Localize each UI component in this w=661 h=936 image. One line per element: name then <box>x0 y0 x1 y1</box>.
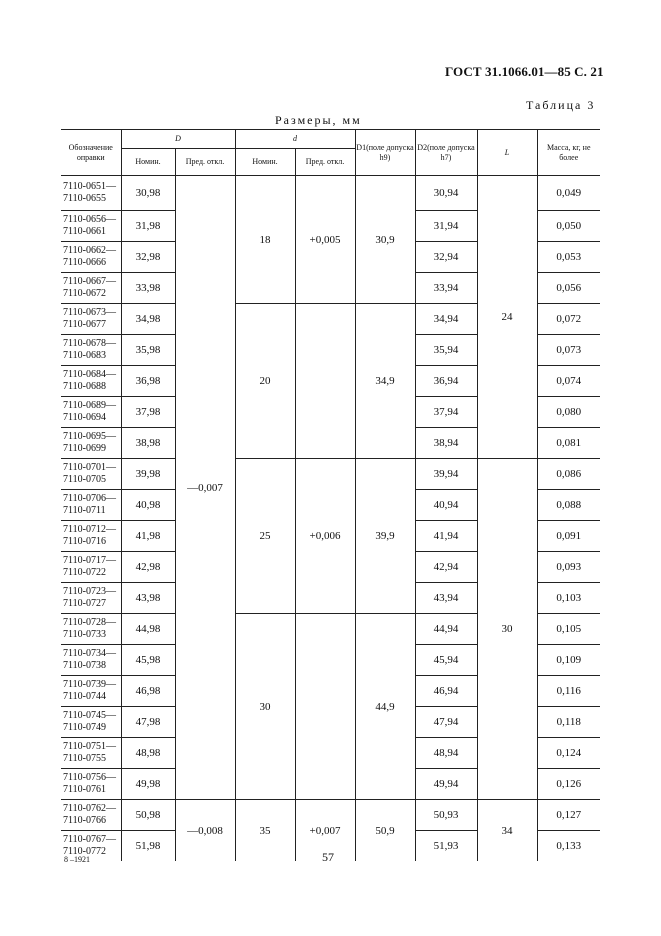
D2-cell: 45,94 <box>415 645 477 676</box>
D-nominal-cell: 41,98 <box>121 521 175 552</box>
col-d: d <box>235 130 355 149</box>
designation-line: 7110-0751— <box>63 741 116 752</box>
designation-line: 7110-0666 <box>63 257 106 268</box>
mass-cell: 0,133 <box>556 840 582 852</box>
designation-line: 7110-0711 <box>63 505 106 516</box>
D2-cell: 46,94 <box>415 676 477 707</box>
designation-line: 7110-0673— <box>63 307 116 318</box>
designation-cell <box>61 521 121 552</box>
d-deviation-cell: +0,006 <box>295 459 355 614</box>
col-d-nom: Номин. <box>235 149 295 176</box>
D-nominal-cell: 31,98 <box>121 211 175 242</box>
designation-cell <box>61 176 121 211</box>
D-nominal-cell: 32,98 <box>121 242 175 273</box>
D-deviation-cell: —0,008 <box>175 800 235 862</box>
mass-cell: 0,126 <box>537 769 600 800</box>
mass-cell: 0,081 <box>537 428 600 459</box>
d-nominal-cell: 20 <box>235 304 295 459</box>
col-D: D <box>121 130 235 149</box>
designation-line: 7110-0716 <box>63 536 106 547</box>
designation-line: 7110-0695— <box>63 431 116 442</box>
D2-cell: 33,94 <box>415 273 477 304</box>
designation-line: 7110-0712— <box>63 524 116 535</box>
designation-line: 7110-0655 <box>63 193 106 204</box>
designation-cell <box>61 428 121 459</box>
D-nominal-cell: 36,98 <box>121 366 175 397</box>
designation-line: 7110-0766 <box>63 815 106 826</box>
designation-cell <box>61 242 121 273</box>
designation-line: 7110-0706— <box>63 493 116 504</box>
D2-cell: 36,94 <box>415 366 477 397</box>
designation-line: 7110-0728— <box>63 617 116 628</box>
designation-line: 7110-0767— <box>63 834 116 845</box>
D1-cell: 39,9 <box>355 459 415 614</box>
designation-line: 7110-0699 <box>63 443 106 454</box>
designation-line: 7110-0734— <box>63 648 116 659</box>
designation-line: 7110-0694 <box>63 412 106 423</box>
D-nominal-cell: 33,98 <box>121 273 175 304</box>
designation-line: 7110-0661 <box>63 226 106 237</box>
D-nominal-cell: 48,98 <box>121 738 175 769</box>
col-mass: Масса, кг, не более <box>537 130 600 176</box>
D-nominal-cell: 45,98 <box>121 645 175 676</box>
D2-cell: 44,94 <box>415 614 477 645</box>
L-cell: 30 <box>477 459 537 800</box>
designation-line: 7110-0689— <box>63 400 116 411</box>
d-nominal-cell: 18 <box>235 176 295 304</box>
col-D2: D2(поле допуска h7) <box>415 130 477 176</box>
designation-line: 7110-0722 <box>63 567 106 578</box>
mass-cell: 0,127 <box>537 800 600 831</box>
designation-cell <box>61 490 121 521</box>
designation-line: 7110-0651— <box>63 181 116 192</box>
D2-cell: 37,94 <box>415 397 477 428</box>
D-nominal-cell: 38,98 <box>121 428 175 459</box>
designation-line: 7110-0772 <box>63 846 106 857</box>
col-designation: Обозначение оправки <box>61 130 121 176</box>
D2-cell: 34,94 <box>415 304 477 335</box>
table-row <box>61 459 600 490</box>
mass-cell: 0,056 <box>537 273 600 304</box>
designation-line: 7110-0684— <box>63 369 116 380</box>
D-nominal-cell: 40,98 <box>121 490 175 521</box>
designation-line: 7110-0762— <box>63 803 116 814</box>
D2-cell: 49,94 <box>415 769 477 800</box>
designation-line: 7110-0701— <box>63 462 116 473</box>
designation-line: 7110-0667— <box>63 276 116 287</box>
D-nominal-cell: 46,98 <box>121 676 175 707</box>
mass-cell: 0,093 <box>537 552 600 583</box>
designation-line: 7110-0662— <box>63 245 116 256</box>
designation-cell <box>61 738 121 769</box>
mass-cell: 0,074 <box>537 366 600 397</box>
D2-cell: 43,94 <box>415 583 477 614</box>
designation-line: 7110-0672 <box>63 288 106 299</box>
designation-line: 7110-0705 <box>63 474 106 485</box>
designation-line: 7110-0756— <box>63 772 116 783</box>
d-nominal-cell: 35 <box>235 800 295 862</box>
d-deviation-cell <box>295 304 355 459</box>
document-code: ГОСТ 31.1066.01—85 С. 21 <box>445 64 604 79</box>
D2-cell: 47,94 <box>415 707 477 738</box>
designation-cell <box>61 211 121 242</box>
col-L: L <box>477 130 537 176</box>
designation-cell <box>61 273 121 304</box>
D1-cell: 44,9 <box>355 614 415 800</box>
mass-cell: 0,053 <box>537 242 600 273</box>
D-nominal-cell: 34,98 <box>121 304 175 335</box>
d-deviation-cell: +0,005 <box>295 176 355 304</box>
designation-line: 7110-0723— <box>63 586 116 597</box>
mass-cell: 0,049 <box>537 176 600 211</box>
D2-cell: 35,94 <box>415 335 477 366</box>
col-D1: D1(поле допуска h9) <box>355 130 415 176</box>
designation-cell <box>61 707 121 738</box>
D-nominal-cell: 44,98 <box>121 614 175 645</box>
designation-cell <box>61 800 121 831</box>
D-nominal-cell: 35,98 <box>121 335 175 366</box>
col-D-nom: Номин. <box>121 149 175 176</box>
designation-line: 7110-0678— <box>63 338 116 349</box>
designation-line: 7110-0738 <box>63 660 106 671</box>
D-deviation-cell: —0,007 <box>175 176 235 800</box>
D1-cell: 34,9 <box>355 304 415 459</box>
D2-cell: 31,94 <box>415 211 477 242</box>
page-number: 57 <box>322 850 334 864</box>
D-nominal-cell: 47,98 <box>121 707 175 738</box>
D-nominal-cell: 51,98 <box>121 831 175 862</box>
designation-cell <box>61 304 121 335</box>
mass-cell: 0,050 <box>537 211 600 242</box>
designation-cell <box>61 459 121 490</box>
designation-cell <box>61 552 121 583</box>
mass-cell: 0,103 <box>537 583 600 614</box>
mass-cell: 0,118 <box>537 707 600 738</box>
d-deviation-cell: +0,007 <box>295 800 355 862</box>
designation-line: 7110-0744 <box>63 691 106 702</box>
designation-cell <box>61 366 121 397</box>
table-row <box>61 176 600 211</box>
L-cell: 34 <box>477 800 537 862</box>
D1-cell: 30,9 <box>355 176 415 304</box>
mass-cell: 0,116 <box>537 676 600 707</box>
table-units: Размеры, мм <box>275 113 362 127</box>
mass-cell: 0,080 <box>537 397 600 428</box>
D1-cell: 50,9 <box>355 800 415 862</box>
L-cell: 24 <box>477 176 537 459</box>
dimensions-table <box>61 129 600 861</box>
designation-line: 7110-0688 <box>63 381 106 392</box>
designation-line: 7110-0745— <box>63 710 116 721</box>
D2-cell: 51,93 <box>415 831 477 862</box>
mass-cell: 0,124 <box>537 738 600 769</box>
footer-left: 8 –1921 <box>64 855 90 864</box>
d-deviation-cell <box>295 614 355 800</box>
mass-cell: 0,073 <box>537 335 600 366</box>
designation-cell <box>61 676 121 707</box>
D-nominal-cell: 42,98 <box>121 552 175 583</box>
D2-cell: 30,94 <box>415 176 477 211</box>
d-nominal-cell: 30 <box>235 614 295 800</box>
col-d-dev: Пред. откл. <box>295 149 355 176</box>
D-nominal-cell: 30,98 <box>121 176 175 211</box>
d-nominal-cell: 25 <box>235 459 295 614</box>
designation-line: 7110-0677 <box>63 319 106 330</box>
mass-cell: 0,086 <box>537 459 600 490</box>
designation-cell <box>61 645 121 676</box>
mass-cell: 0,088 <box>537 490 600 521</box>
designation-line: 7110-0717— <box>63 555 116 566</box>
D2-cell: 39,94 <box>415 459 477 490</box>
designation-line: 7110-0727 <box>63 598 106 609</box>
D2-cell: 32,94 <box>415 242 477 273</box>
D-nominal-cell: 43,98 <box>121 583 175 614</box>
D-nominal-cell: 39,98 <box>121 459 175 490</box>
D2-cell: 50,93 <box>415 800 477 831</box>
D2-cell: 48,94 <box>415 738 477 769</box>
D-nominal-cell: 37,98 <box>121 397 175 428</box>
designation-cell <box>61 614 121 645</box>
table-number: Таблица 3 <box>526 98 596 112</box>
designation-cell <box>61 583 121 614</box>
designation-line: 7110-0683 <box>63 350 106 361</box>
D-nominal-cell: 49,98 <box>121 769 175 800</box>
designation-cell <box>61 769 121 800</box>
D2-cell: 42,94 <box>415 552 477 583</box>
designation-line: 7110-0739— <box>63 679 116 690</box>
D2-cell: 38,94 <box>415 428 477 459</box>
designation-line: 7110-0755 <box>63 753 106 764</box>
designation-line: 7110-0761 <box>63 784 106 795</box>
col-D-dev: Пред. откл. <box>175 149 235 176</box>
designation-line: 7110-0733 <box>63 629 106 640</box>
designation-cell <box>61 335 121 366</box>
mass-cell: 0,072 <box>537 304 600 335</box>
designation-cell <box>61 397 121 428</box>
D2-cell: 40,94 <box>415 490 477 521</box>
table-row <box>61 800 600 831</box>
mass-cell: 0,105 <box>537 614 600 645</box>
D-nominal-cell: 50,98 <box>121 800 175 831</box>
D2-cell: 41,94 <box>415 521 477 552</box>
designation-line: 7110-0656— <box>63 214 116 225</box>
mass-cell: 0,109 <box>537 645 600 676</box>
mass-cell: 0,091 <box>537 521 600 552</box>
designation-line: 7110-0749 <box>63 722 106 733</box>
